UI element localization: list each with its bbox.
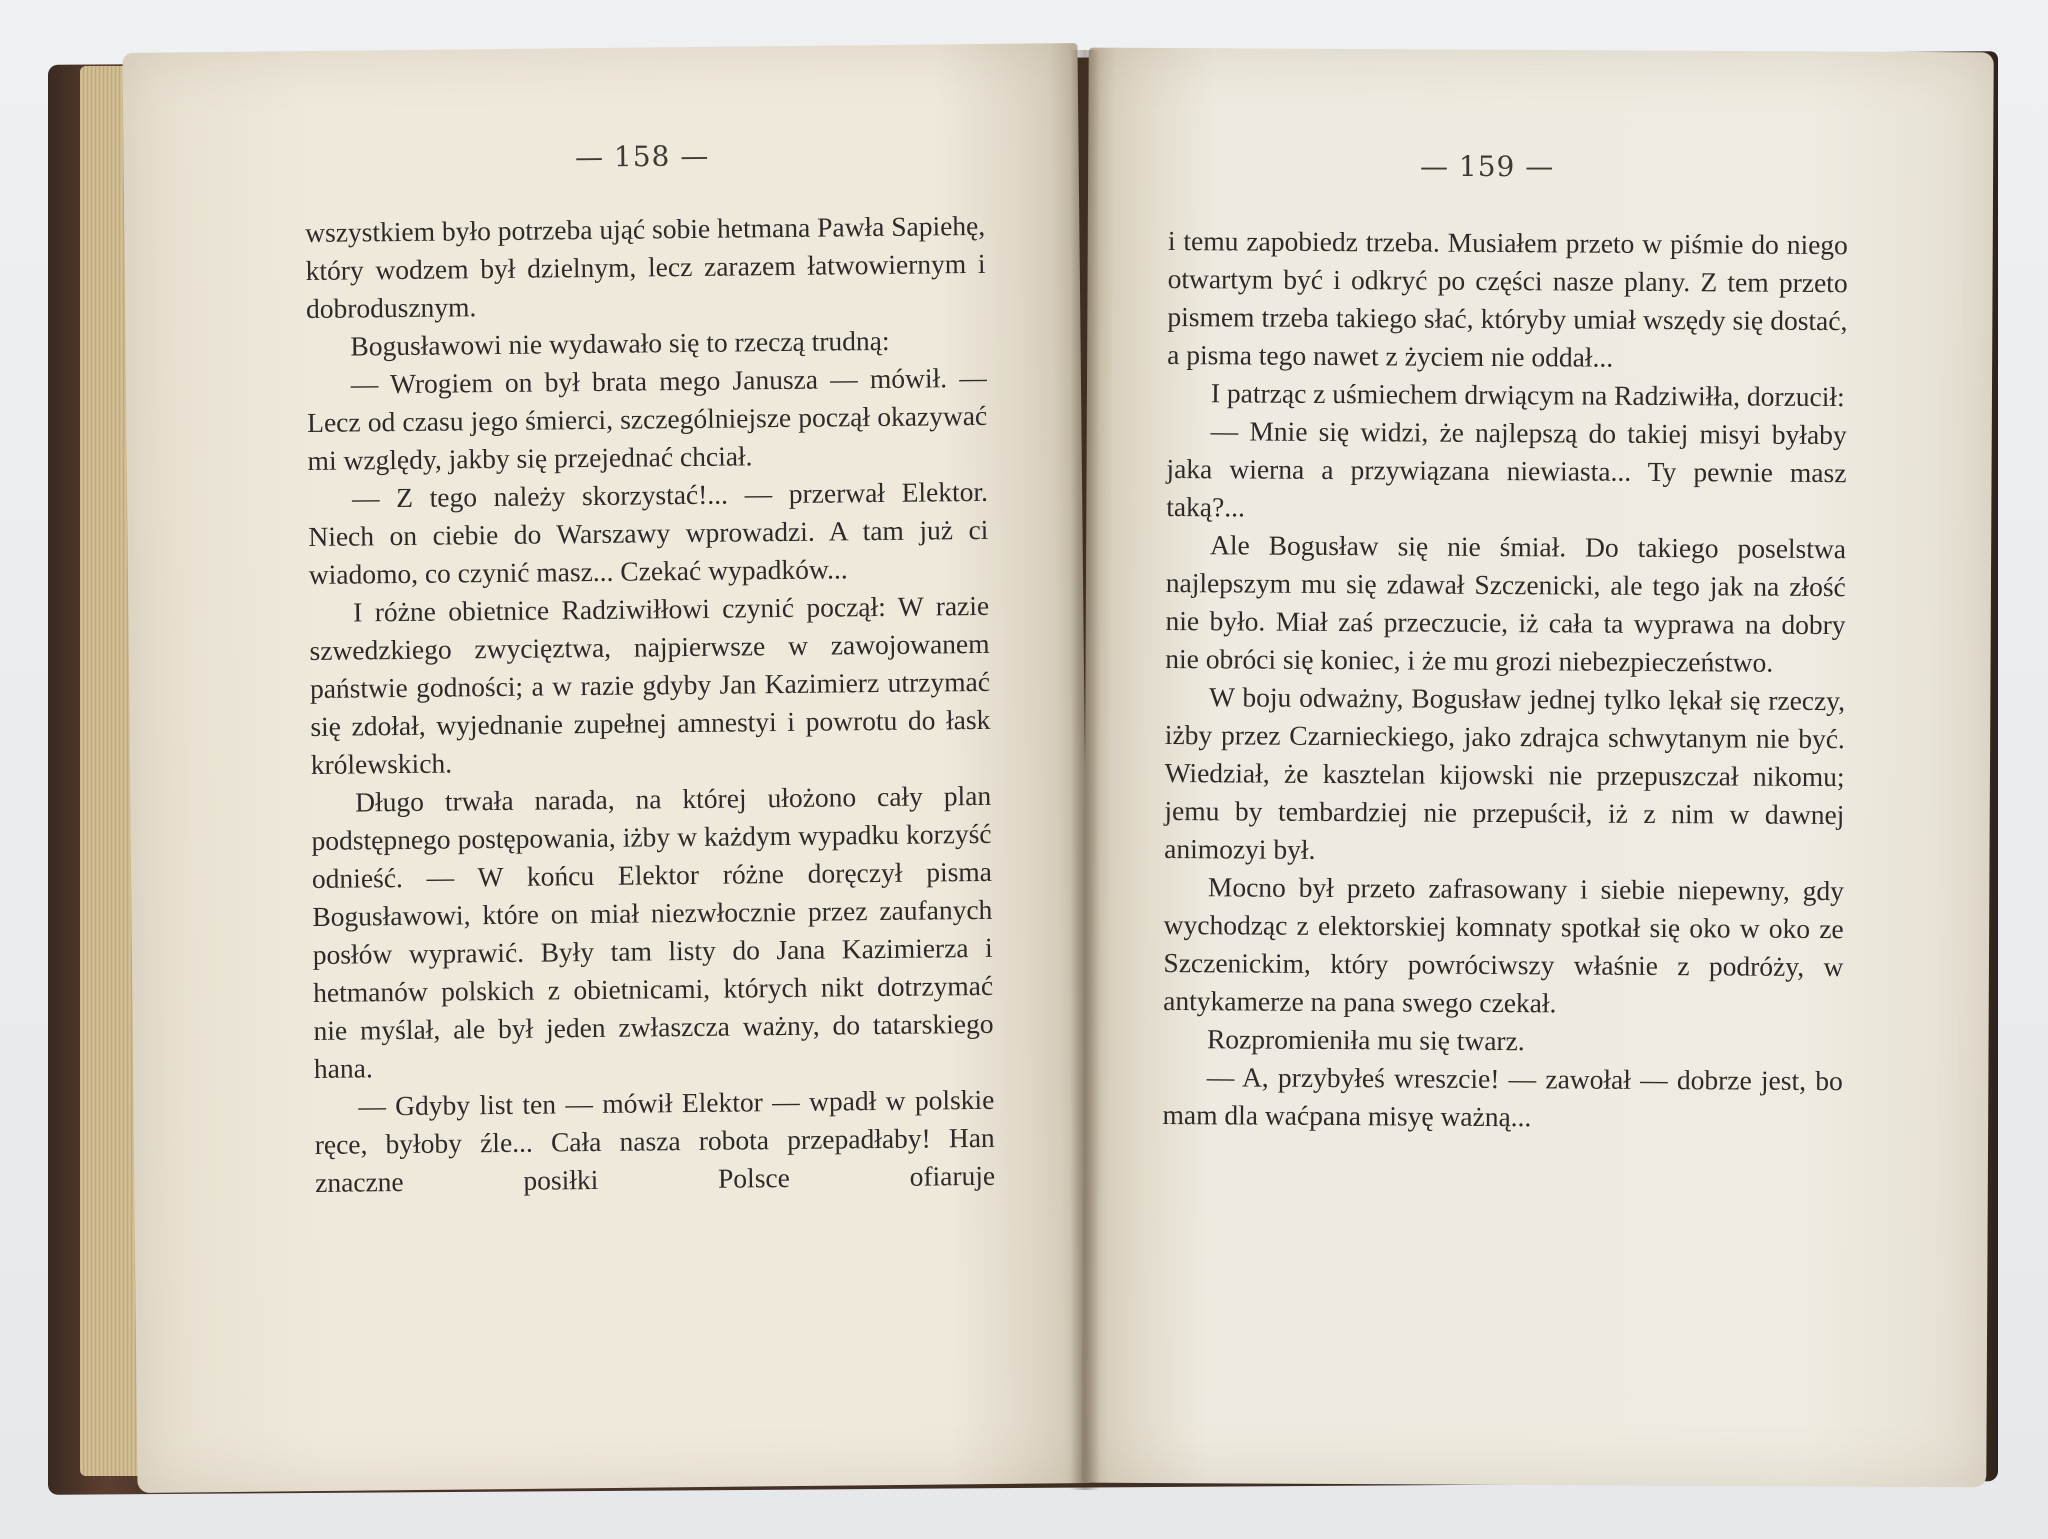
paragraph: — Gdyby list ten — mówił Elektor — wpadł w polskie ręce, byłoby źle... Cała nasza robota przepadłaby! Han znaczne posiłki Polsce ofiaruje [314,1083,996,1198]
paragraph: Bogusławowi nie wydawało się to rzeczą trudną: [350,324,890,362]
paragraph: I patrząc z uśmiechem drwiącym na Radziwiłła, dorzucił: [1210,377,1845,413]
paragraph: i temu zapobiedz trzeba. Musiałem przeto w piśmie do niego otwartym być i odkryć po części nasze plany. Z tem przeto pismem trzeba takiego słać, któryby umiał wszędy się dostać, a pisma tego nawet z życiem nie oddał... [1167,224,1848,373]
paragraph: Długo trwała narada, na której ułożono cały plan podstępnego postępowania, iżby w każdym wypadku korzyść odnieść. — W końcu Elektor różne doręczył pisma Bogusławowi, które on miał niezwłocznie przez zaufanych posłów wyprawić. Były tam listy do Jana Kazimierza i hetmanów polskich z obietnicami, których nikt dotrzymać nie myślał, ale był jeden zwłaszcza ważny, do tatarskiego hana. [311,779,994,1084]
paragraph: wszystkiem było potrzeba ująć sobie hetmana Pawła Sapiehę, który wodzem był dzielnym, lecz zarazem łatwowiernym i dobrodusznym. [305,209,986,324]
paragraph: Mocno był przeto zafrasowany i siebie niepewny, gdy wychodząc z elektorskiej komnaty spotkał się oko w oko ze Szczenickim, który powróciwszy właśnie z podróży, w antykamerze na pana swego czekał. [1163,871,1845,1019]
left-page-text [305,207,995,1202]
left-page-number: — 158 — [574,139,710,174]
paragraph: W boju odważny, Bogusław jednej tylko lękał się rzeczy, iżby przez Czarnieckiego, jako zdrajca schwytanym nie być. Wiedział, że kasztelan kijowski nie przepuszczał nikomu; jemu by tembardziej nie przepuścił, iż z nim w dawnej animozyi był. [1164,681,1846,865]
right-page-text [1162,222,1848,1138]
paragraph: Rozpromieniła mu się twarz. [1206,1023,1525,1057]
paragraph: I różne obietnice Radziwiłłowi czynić począł: W razie szwedzkiego zwycięztwa, najpierwsze w zawojowanem państwie godności; a w razie gdyby Jan Kazimierz utrzymać się zdołał, wyjednanie zupełnej amnestyi i powrotu do łask królewskich. [309,589,991,780]
paragraph: — Z tego należy skorzystać!... — przerwał Elektor. Niech on ciebie do Warszawy wprowadzi. A tam już ci wiadomo, co czynić masz... Czekać wypadków... [308,475,989,590]
right-page-number: — 159 — [1420,150,1555,183]
book-gutter [1070,50,1100,1490]
paragraph: — Mnie się widzi, że najlepszą do takiej misyi byłaby jaka wierna a przywiązana niewiasta... Ty pewnie masz taką?... [1166,415,1847,523]
paragraph: — A, przybyłeś wreszcie! — zawołał — dobrze jest, bo mam dla waćpana misyę ważną... [1162,1061,1843,1133]
paragraph: Ale Bogusław się nie śmiał. Do takiego poselstwa najlepszym mu się zdawał Szczenicki, ale tego jak na złość nie było. Miał zaś przeczucie, iż cała ta wyprawa na dobry nie obróci się koniec, i że mu grozi niebezpieczeństwo. [1165,529,1847,678]
paragraph: — Wrogiem on był brata mego Janusza — mówił. — Lecz od czasu jego śmierci, szczególniejsze począł okazywać mi względy, jakby się przejednać chciał. [307,361,988,476]
